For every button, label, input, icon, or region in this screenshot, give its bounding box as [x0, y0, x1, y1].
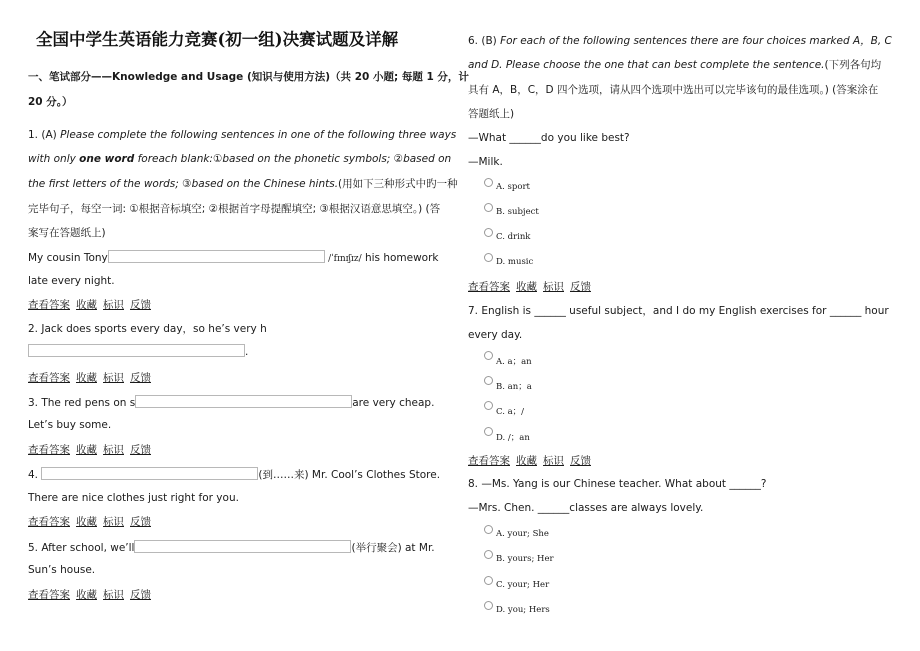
view-answer-link[interactable]: 查看答案 [28, 589, 70, 601]
mark-link[interactable]: 标识 [543, 281, 564, 293]
q1-instruction-2: with only one word foreach blank:①based on the phonetic symbols; ②based on [28, 153, 452, 165]
q2-answer-input[interactable] [28, 344, 245, 357]
view-answer-link[interactable]: 查看答案 [468, 455, 510, 467]
q6-dialog-2: —Milk. [468, 156, 503, 168]
collect-link[interactable]: 收藏 [76, 516, 97, 528]
q1-instruction-3: the first letters of the words; ③based on the Chinese hints.(用如下三种形式中旳一种 [28, 178, 458, 190]
q8-stem-cont: —Mrs. Chen. ______classes are always lovely. [468, 502, 704, 514]
q8-option-a[interactable]: A. your; She [496, 529, 549, 539]
mark-link[interactable]: 标识 [103, 589, 124, 601]
page-title: 全国中学生英语能力竞赛(初一组)决赛试题及详解 [36, 30, 399, 49]
q2-stem: 2. Jack does sports every day，so he’s very h [28, 323, 267, 335]
q1-instruction-4: 完毕句子，每空一词: ①根据音标填空; ②根据首字母提醒填空; ③根据汉语意思填空。) (答 [28, 203, 441, 215]
section-heading: 一、笔试部分——Knowledge and Usage (知识与使用方法)（共 20 小题; 每题 1 分，计 [28, 71, 469, 83]
radio-icon[interactable] [484, 376, 493, 385]
q3-stem: 3. The red pens on s are very cheap. [28, 397, 435, 409]
section-heading-cont: 20 分。） [28, 96, 73, 108]
q1-stem: My cousin Tony /ˈfɪnɪʃɪz/ his homework [28, 252, 439, 264]
q3-answer-input[interactable] [135, 395, 352, 408]
radio-icon[interactable] [484, 253, 493, 262]
q6-instruction-2: and D. Please choose the one that can best complete the sentence.(下列各句均 [468, 59, 882, 71]
q7-links [468, 454, 597, 468]
radio-icon[interactable] [484, 550, 493, 559]
view-answer-link[interactable]: 查看答案 [28, 299, 70, 311]
collect-link[interactable]: 收藏 [76, 444, 97, 456]
q1-instruction: 1. (A) Please complete the following sentences in one of the following three ways [28, 129, 457, 141]
q1-answer-input[interactable] [108, 250, 325, 263]
radio-icon[interactable] [484, 427, 493, 436]
feedback-link[interactable]: 反馈 [570, 281, 591, 293]
collect-link[interactable]: 收藏 [76, 372, 97, 384]
q6-option-a[interactable]: A. sport [496, 182, 530, 192]
q5-stem-cont: Sun’s house. [28, 564, 96, 576]
q5-answer-input[interactable] [134, 540, 351, 553]
radio-icon[interactable] [484, 351, 493, 360]
feedback-link[interactable]: 反馈 [130, 444, 151, 456]
q7-option-c[interactable]: C. a；/ [496, 405, 524, 417]
radio-icon[interactable] [484, 228, 493, 237]
feedback-link[interactable]: 反馈 [130, 516, 151, 528]
q3-links [28, 443, 157, 457]
view-answer-link[interactable]: 查看答案 [468, 281, 510, 293]
collect-link[interactable]: 收藏 [76, 589, 97, 601]
q4-stem-cont: There are nice clothes just right for you. [28, 492, 239, 504]
mark-link[interactable]: 标识 [103, 444, 124, 456]
q6-option-b[interactable]: B. subject [496, 207, 539, 217]
q1-instruction-5: 案写在答题纸上) [28, 227, 106, 239]
q6-instruction: 6. (B) For each of the following sentences there are four choices marked A，B, C [468, 35, 892, 47]
q4-stem: 4. (到……来) Mr. Cool’s Clothes Store. [28, 469, 441, 481]
view-answer-link[interactable]: 查看答案 [28, 516, 70, 528]
q8-option-c[interactable]: C. your; Her [496, 580, 549, 590]
q4-links [28, 515, 157, 529]
q1-phonetic: /ˈfɪnɪʃɪz/ [328, 254, 362, 264]
q1-stem-cont: late every night. [28, 275, 115, 287]
mark-link[interactable]: 标识 [103, 372, 124, 384]
radio-icon[interactable] [484, 203, 493, 212]
mark-link[interactable]: 标识 [543, 455, 564, 467]
q3-stem-cont: Let’s buy some. [28, 419, 112, 431]
radio-icon[interactable] [484, 401, 493, 410]
q6-instruction-3: 具有 A，B，C，D 四个选项，请从四个选项中选出可以完毕该句的最佳选项。) (答案涂在 [468, 84, 879, 96]
q8-stem: 8. —Ms. Yang is our Chinese teacher. What about ______? [468, 478, 767, 490]
q2-links [28, 371, 157, 385]
q1-links [28, 298, 157, 312]
radio-icon[interactable] [484, 576, 493, 585]
q6-links [468, 280, 597, 294]
radio-icon[interactable] [484, 601, 493, 610]
q4-answer-input[interactable] [41, 467, 258, 480]
collect-link[interactable]: 收藏 [76, 299, 97, 311]
q7-option-d[interactable]: D. /；an [496, 431, 530, 443]
q8-option-d[interactable]: D. you; Hers [496, 605, 550, 615]
q5-stem: 5. After school, we’ll (举行聚会) at Mr. [28, 542, 435, 554]
radio-icon[interactable] [484, 525, 493, 534]
view-answer-link[interactable]: 查看答案 [28, 444, 70, 456]
radio-icon[interactable] [484, 178, 493, 187]
feedback-link[interactable]: 反馈 [570, 455, 591, 467]
q7-option-b[interactable]: B. an；a [496, 380, 532, 392]
q6-option-c[interactable]: C. drink [496, 232, 530, 242]
collect-link[interactable]: 收藏 [516, 455, 537, 467]
q8-option-b[interactable]: B. yours; Her [496, 554, 554, 564]
mark-link[interactable]: 标识 [103, 516, 124, 528]
collect-link[interactable]: 收藏 [516, 281, 537, 293]
q6-dialog-1: —What ______do you like best? [468, 132, 630, 144]
feedback-link[interactable]: 反馈 [130, 589, 151, 601]
feedback-link[interactable]: 反馈 [130, 372, 151, 384]
feedback-link[interactable]: 反馈 [130, 299, 151, 311]
q6-option-d[interactable]: D. music [496, 257, 533, 267]
q5-links [28, 588, 157, 602]
q7-stem-cont: every day. [468, 329, 523, 341]
view-answer-link[interactable]: 查看答案 [28, 372, 70, 384]
q7-stem: 7. English is ______ useful subject，and I do my English exercises for ______ hour [468, 305, 889, 317]
q6-instruction-4: 答题纸上) [468, 108, 515, 120]
q2-blank-line: . [28, 344, 248, 359]
q7-option-a[interactable]: A. a；an [496, 355, 532, 367]
mark-link[interactable]: 标识 [103, 299, 124, 311]
